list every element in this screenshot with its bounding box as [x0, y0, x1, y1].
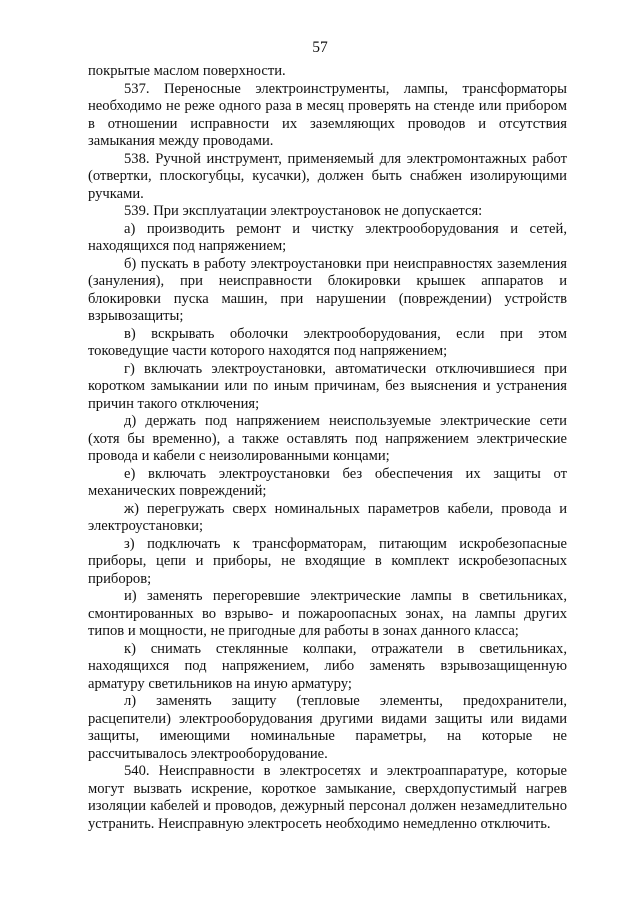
- list-item-e: е) включать электроустановки без обеспечения их защиты от механических повреждений;: [88, 465, 567, 499]
- list-item-g: г) включать электроустановки, автоматически отключившиеся при коротком замыкании или по иным причинам, без выяснения и устранения причин такого отключения;: [88, 360, 567, 412]
- paragraph-537: 537. Переносные электроинструменты, лампы, трансформаторы необходимо не реже одного раза в месяц проверять на стенде или прибором в отношении исправности их заземляющих проводов и отсутствия замыкания между проводами.: [88, 80, 567, 149]
- list-item-l: л) заменять защиту (тепловые элементы, предохранители, расцепители) электрооборудования другими видами защиты или видами защиты, имеющими номинальные параметры, на которые не рассчитывалось электрооборудование.: [88, 693, 567, 762]
- list-item-v: в) вскрывать оболочки электрооборудования, если при этом токоведущие части которого находятся под напряжением;: [88, 325, 567, 359]
- list-item-d: д) держать под напряжением неиспользуемые электрические сети (хотя бы временно), а также оставлять под напряжением электрические провода и кабели с неизолированными концами;: [88, 413, 567, 464]
- list-item-b: б) пускать в работу электроустановки при неисправностях заземления (зануления), при неисправности блокировки крышек аппаратов и блокировки пуска машин, при нарушении (повреждении) устройств взрывозащиты;: [88, 255, 567, 324]
- paragraph-540: 540. Неисправности в электросетях и электроаппаратуре, которые могут вызвать искрение, короткое замыкание, сверхдопустимый нагрев изоляции кабелей и проводов, дежурный персонал должен незамедлительно устранить. Неисправную электросеть необходимо немедленно отключить.: [88, 763, 567, 832]
- paragraph-539: 539. При эксплуатации электроустановок не допускается:: [124, 203, 483, 219]
- list-item-k: к) снимать стеклянные колпаки, отражатели в светильниках, находящихся под напряжением, либо заменять взрывозащищенную арматуру светильников на иную арматуру;: [88, 640, 567, 692]
- list-item-zh: ж) перегружать сверх номинальных параметров кабели, провода и электроустановки;: [88, 500, 567, 534]
- document-body: [88, 63, 567, 833]
- paragraph-continuation: покрытые маслом поверхности.: [88, 63, 286, 79]
- page-number: 57: [312, 39, 328, 56]
- list-item-i: и) заменять перегоревшие электрические лампы в светильниках, смонтированных во взрыво- и пожароопасных зонах, на лампы других типов и мощности, не пригодные для работы в зонах данного класса;: [88, 588, 567, 639]
- list-item-z: з) подключать к трансформаторам, питающим искробезопасные приборы, цепи и приборы, не входящие в комплект искробезопасных приборов;: [88, 535, 567, 587]
- paragraph-538: 538. Ручной инструмент, применяемый для электромонтажных работ (отвертки, плоскогубцы, кусачки), должен быть снабжен изолирующими ручками.: [88, 150, 567, 202]
- list-item-a: а) производить ремонт и чистку электрооборудования и сетей, находящихся под напряжением;: [88, 220, 567, 254]
